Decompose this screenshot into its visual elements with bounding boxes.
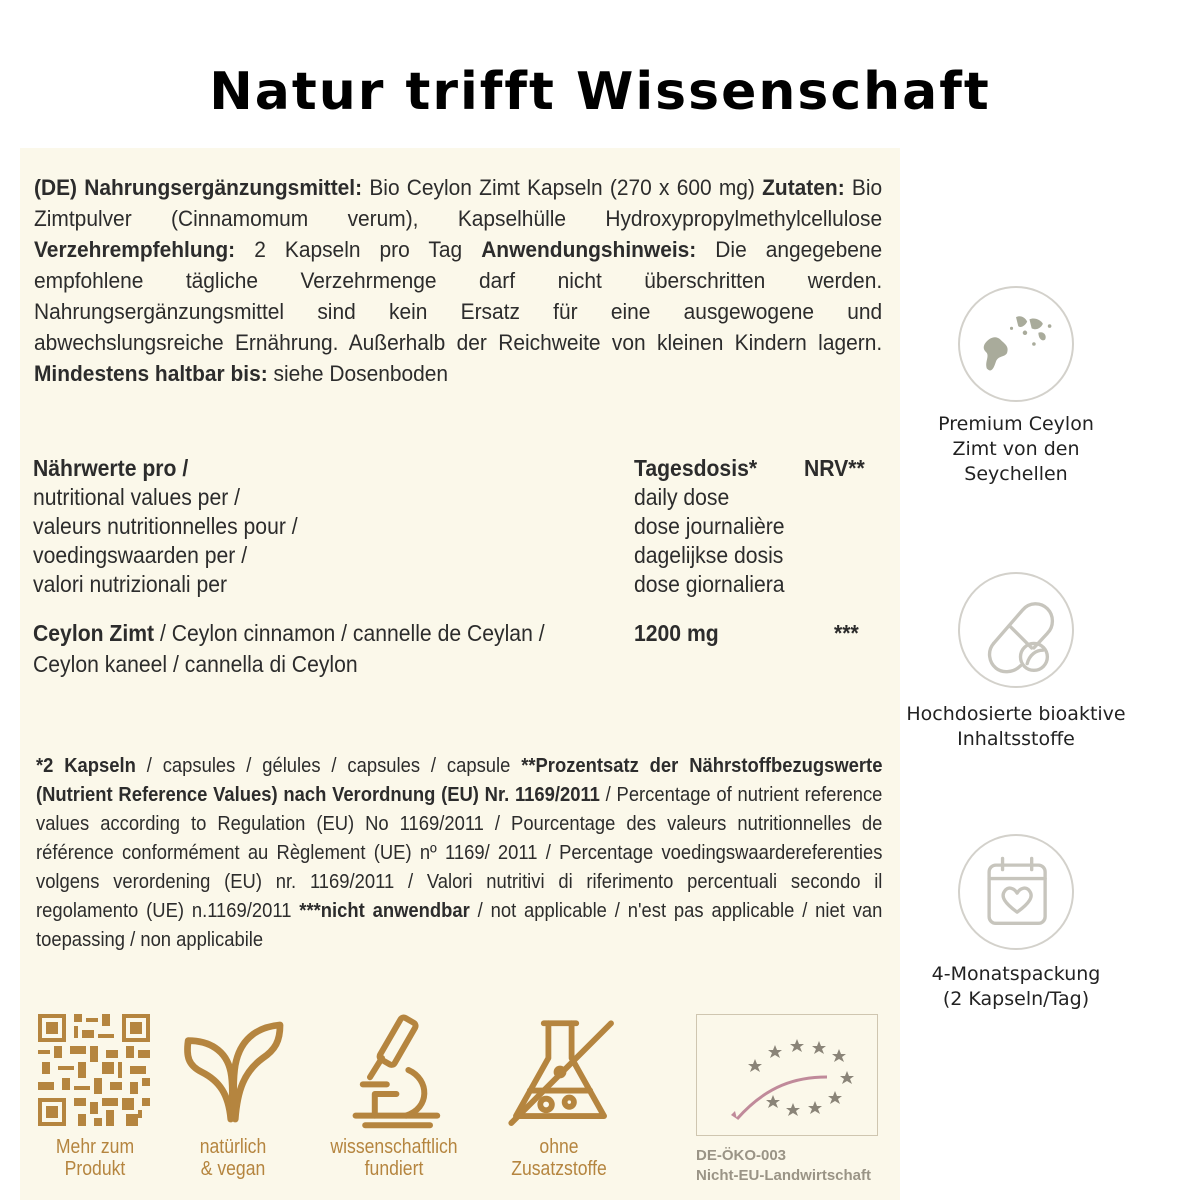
nutrition-heading-line: voedingswaarden per / bbox=[33, 542, 248, 568]
natural-vegan-caption-line: & vegan bbox=[200, 1158, 266, 1180]
nutrition-item-nrv: *** bbox=[834, 620, 859, 646]
nutrition-item-name: Ceylon Zimt bbox=[33, 620, 155, 646]
feature-seychelles bbox=[900, 286, 1132, 487]
label-icon-row bbox=[20, 1008, 900, 1188]
feature-caption-line: Hochdosierte bioaktive bbox=[906, 703, 1126, 725]
feature-bioactive bbox=[900, 572, 1132, 752]
eu-organic-leaf-icon bbox=[697, 1015, 877, 1135]
feature-pack-size-caption bbox=[900, 962, 1132, 1012]
feature-bioactive-circle bbox=[958, 572, 1074, 688]
feature-pack-size bbox=[900, 834, 1132, 1012]
no-additives-caption-line: Zusatzstoffe bbox=[511, 1158, 607, 1180]
usage-text: Die angegebene empfohlene tägliche Verzehrmenge darf nicht überschritten werden. Nahrungsergänzungsmittel sind kein Ersatz für eine ausgewogene und abwechslungsreiche Ernährung. Außerhalb der Reichweite von kleinen Kindern lagern. bbox=[34, 237, 883, 355]
capsule-leaf-icon bbox=[960, 574, 1072, 686]
ingredients-text: Bio Zimtpulver (Cinnamomum verum), Kapselhülle Hydroxypropylmethylcellulose bbox=[34, 175, 883, 231]
nutrition-header-column bbox=[33, 454, 298, 599]
feature-bioactive-caption bbox=[900, 702, 1132, 752]
nutrition-item-translations-2: Ceylon kaneel / cannella di Ceylon bbox=[33, 651, 358, 677]
feature-caption-line: 4-Monatspackung bbox=[931, 963, 1101, 985]
no-additives-caption bbox=[504, 1136, 615, 1180]
nutrition-row bbox=[33, 618, 545, 680]
science-caption-line: fundiert bbox=[364, 1158, 424, 1180]
page-title: Natur trifft Wissenschaft bbox=[209, 62, 991, 122]
daily-dose-line: dose journalière bbox=[634, 513, 785, 539]
nutrition-heading: Nährwerte pro / bbox=[33, 455, 189, 481]
eu-organic-logo bbox=[696, 1014, 878, 1136]
feature-caption-line: Zimt von den bbox=[952, 438, 1080, 460]
bbd-text: siehe Dosenboden bbox=[273, 361, 449, 386]
footnote-capsules-heading: *2 Kapseln bbox=[36, 755, 136, 777]
nutrition-heading-line: valori nutrizionali per bbox=[33, 571, 228, 597]
nutrition-item-translations: / Ceylon cinnamon / cannelle de Ceylan / bbox=[154, 620, 545, 646]
feature-caption-line: Premium Ceylon bbox=[938, 413, 1094, 435]
seychelles-map-icon bbox=[960, 288, 1072, 400]
qr-code-icon[interactable] bbox=[38, 1014, 150, 1126]
feature-caption-line: Seychellen bbox=[964, 463, 1068, 485]
feature-pack-size-circle bbox=[958, 834, 1074, 950]
eu-organic-caption bbox=[696, 1146, 896, 1186]
footnote-text bbox=[36, 752, 882, 955]
daily-dose-column bbox=[634, 454, 785, 599]
science-caption-line: wissenschaftlich bbox=[330, 1136, 458, 1158]
nutrition-heading-line: nutritional values per / bbox=[33, 484, 241, 510]
daily-dose-line: dagelijkse dosis bbox=[634, 542, 784, 568]
microscope-icon bbox=[334, 1010, 454, 1130]
product-name: Bio Ceylon Zimt Kapseln (270 x 600 mg) bbox=[369, 175, 755, 200]
feature-caption-line: Inhaltsstoffe bbox=[957, 728, 1075, 750]
daily-dose-line: dose giornaliera bbox=[634, 571, 785, 597]
nutrition-value-cell bbox=[634, 618, 719, 649]
no-additives-flask-icon bbox=[502, 1014, 618, 1130]
product-label bbox=[20, 148, 900, 1200]
feature-seychelles-caption bbox=[900, 412, 1132, 487]
footnote-nrv-heading: **Prozentsatz der Nährstoffbezugswerte (Nutrient Reference Values) nach Verordnung (EU) Nr. 1169/2011 bbox=[36, 755, 883, 806]
natural-vegan-caption bbox=[181, 1136, 285, 1180]
eu-organic-origin: Nicht-EU-Landwirtschaft bbox=[696, 1167, 872, 1184]
qr-caption-line: Produkt bbox=[64, 1158, 126, 1180]
bbd-heading: Mindestens haltbar bis: bbox=[34, 361, 268, 386]
daily-dose-heading: Tagesdosis* bbox=[634, 455, 758, 481]
calendar-heart-icon bbox=[960, 836, 1072, 948]
label-de-heading: (DE) Nahrungsergänzungsmittel: bbox=[34, 175, 363, 200]
nutrition-heading-line: valeurs nutritionnelles pour / bbox=[33, 513, 298, 539]
footnote-nrv-text: / Percentage of nutrient reference values according to Regulation (EU) No 1169/2011 / Pourcentage des valeurs nutritionnelles de référence conformément au Règlement (UE) nº 1169/ 2011 / Percentage voedingswaardereferenties volgens verordening (EU) nr. 1169/2011 / Valori nutritivi di riferimento percentuali secondo il regolamento (UE) n.1169/2011 bbox=[36, 784, 883, 922]
feature-caption-line: (2 Kapseln/Tag) bbox=[942, 988, 1090, 1010]
science-caption bbox=[325, 1136, 462, 1180]
nutrition-item-value: 1200 mg bbox=[634, 620, 719, 646]
dosage-heading: Verzehrempfehlung: bbox=[34, 237, 236, 262]
footnote-capsules-text: / capsules / gélules / capsules / capsule bbox=[135, 755, 522, 777]
footnote-na-heading: ***nicht anwendbar bbox=[299, 900, 470, 922]
natural-vegan-caption-line: natürlich bbox=[199, 1136, 267, 1158]
label-intro-text bbox=[34, 172, 882, 389]
nrv-column bbox=[804, 454, 865, 483]
dosage-text: 2 Kapseln pro Tag bbox=[254, 237, 463, 262]
leaf-icon bbox=[177, 1016, 289, 1128]
no-additives-caption-line: ohne bbox=[539, 1136, 579, 1158]
qr-caption-line: Mehr zum bbox=[55, 1136, 135, 1158]
usage-heading: Anwendungshinweis: bbox=[481, 237, 697, 262]
eu-organic-code: DE-ÖKO-003 bbox=[696, 1147, 787, 1164]
nutrition-nrv-cell bbox=[834, 618, 859, 649]
daily-dose-line: daily dose bbox=[634, 484, 730, 510]
qr-caption bbox=[43, 1136, 147, 1180]
feature-seychelles-circle bbox=[958, 286, 1074, 402]
footnote-na-text: / not applicable / n'est pas applicable / niet van toepassing / non applicabile bbox=[36, 900, 883, 951]
ingredients-heading: Zutaten: bbox=[762, 175, 845, 200]
nrv-heading: NRV** bbox=[804, 455, 865, 481]
